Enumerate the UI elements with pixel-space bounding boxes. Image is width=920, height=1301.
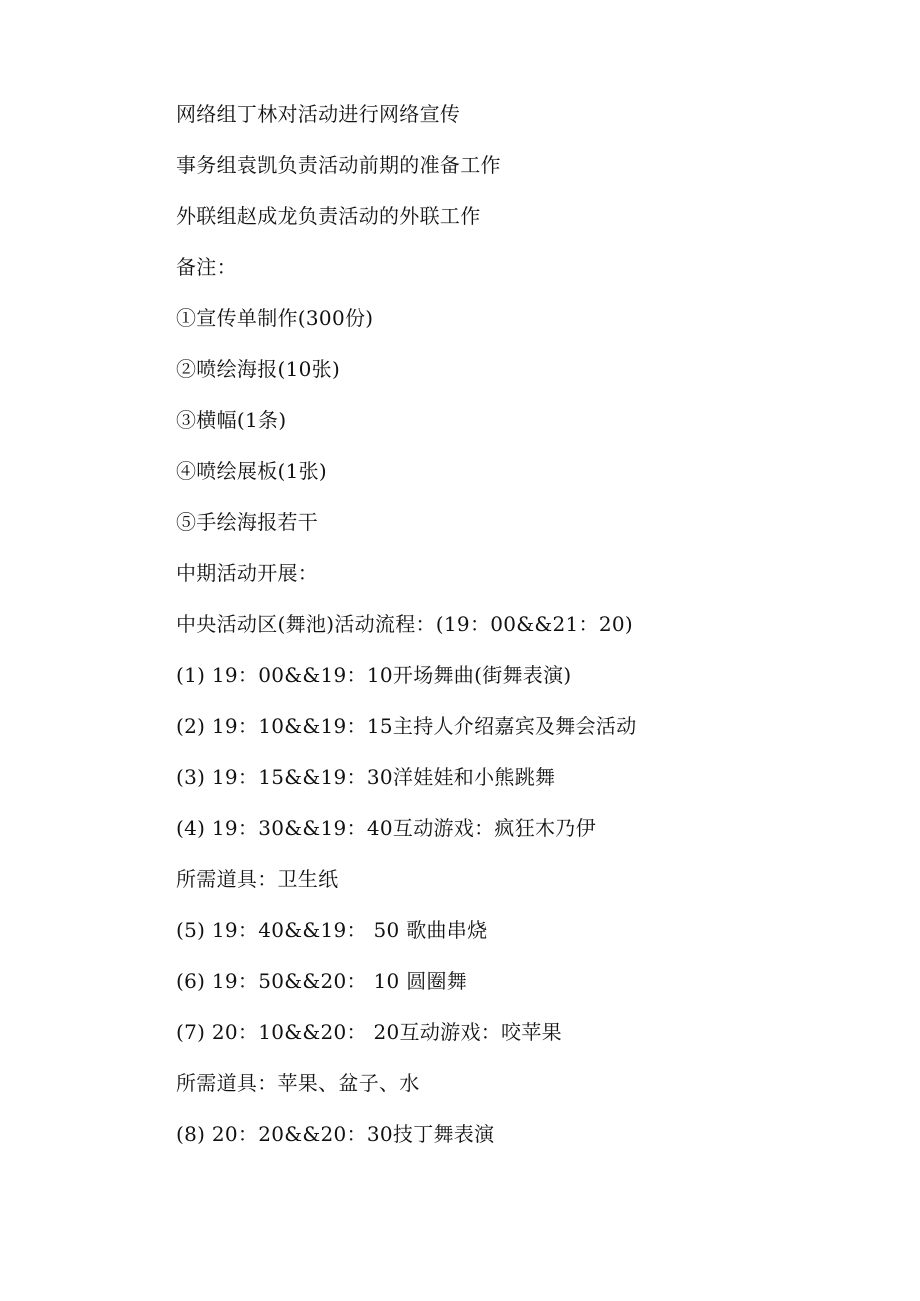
note-item-4: ④喷绘展板(1张): [176, 459, 328, 483]
text-line-affairs-group: 事务组袁凯负责活动前期的准备工作: [176, 153, 501, 177]
schedule-item-8: (8) 20：20&&20：30技丁舞表演: [176, 1122, 495, 1146]
note-item-3: ③横幅(1条): [176, 408, 287, 432]
props-needed-2: 所需道具：苹果、盆子、水: [176, 1071, 420, 1095]
central-area-schedule-heading: 中央活动区(舞池)活动流程：(19：00&&21：20): [176, 612, 634, 636]
text-line-network-group: 网络组丁林对活动进行网络宣传: [176, 102, 461, 126]
schedule-item-7: (7) 20：10&&20： 20互动游戏：咬苹果: [176, 1020, 562, 1044]
text-line-liaison-group: 外联组赵成龙负责活动的外联工作: [176, 204, 481, 228]
schedule-item-4: (4) 19：30&&19：40互动游戏：疯狂木乃伊: [176, 816, 596, 840]
notes-heading: 备注：: [176, 255, 237, 279]
note-item-1: ①宣传单制作(300份): [176, 306, 374, 330]
schedule-item-1: (1) 19：00&&19：10开场舞曲(街舞表演): [176, 663, 572, 687]
mid-stage-heading: 中期活动开展：: [176, 561, 319, 585]
schedule-item-2: (2) 19：10&&19：15主持人介绍嘉宾及舞会活动: [176, 714, 637, 738]
note-item-2: ②喷绘海报(10张): [176, 357, 341, 381]
note-item-5: ⑤手绘海报若干: [176, 510, 319, 534]
document-body: [176, 96, 876, 1167]
schedule-item-5: (5) 19：40&&19： 50 歌曲串烧: [176, 918, 488, 942]
props-needed-1: 所需道具：卫生纸: [176, 867, 339, 891]
schedule-item-6: (6) 19：50&&20： 10 圆圈舞: [176, 969, 468, 993]
schedule-item-3: (3) 19：15&&19：30洋娃娃和小熊跳舞: [176, 765, 556, 789]
